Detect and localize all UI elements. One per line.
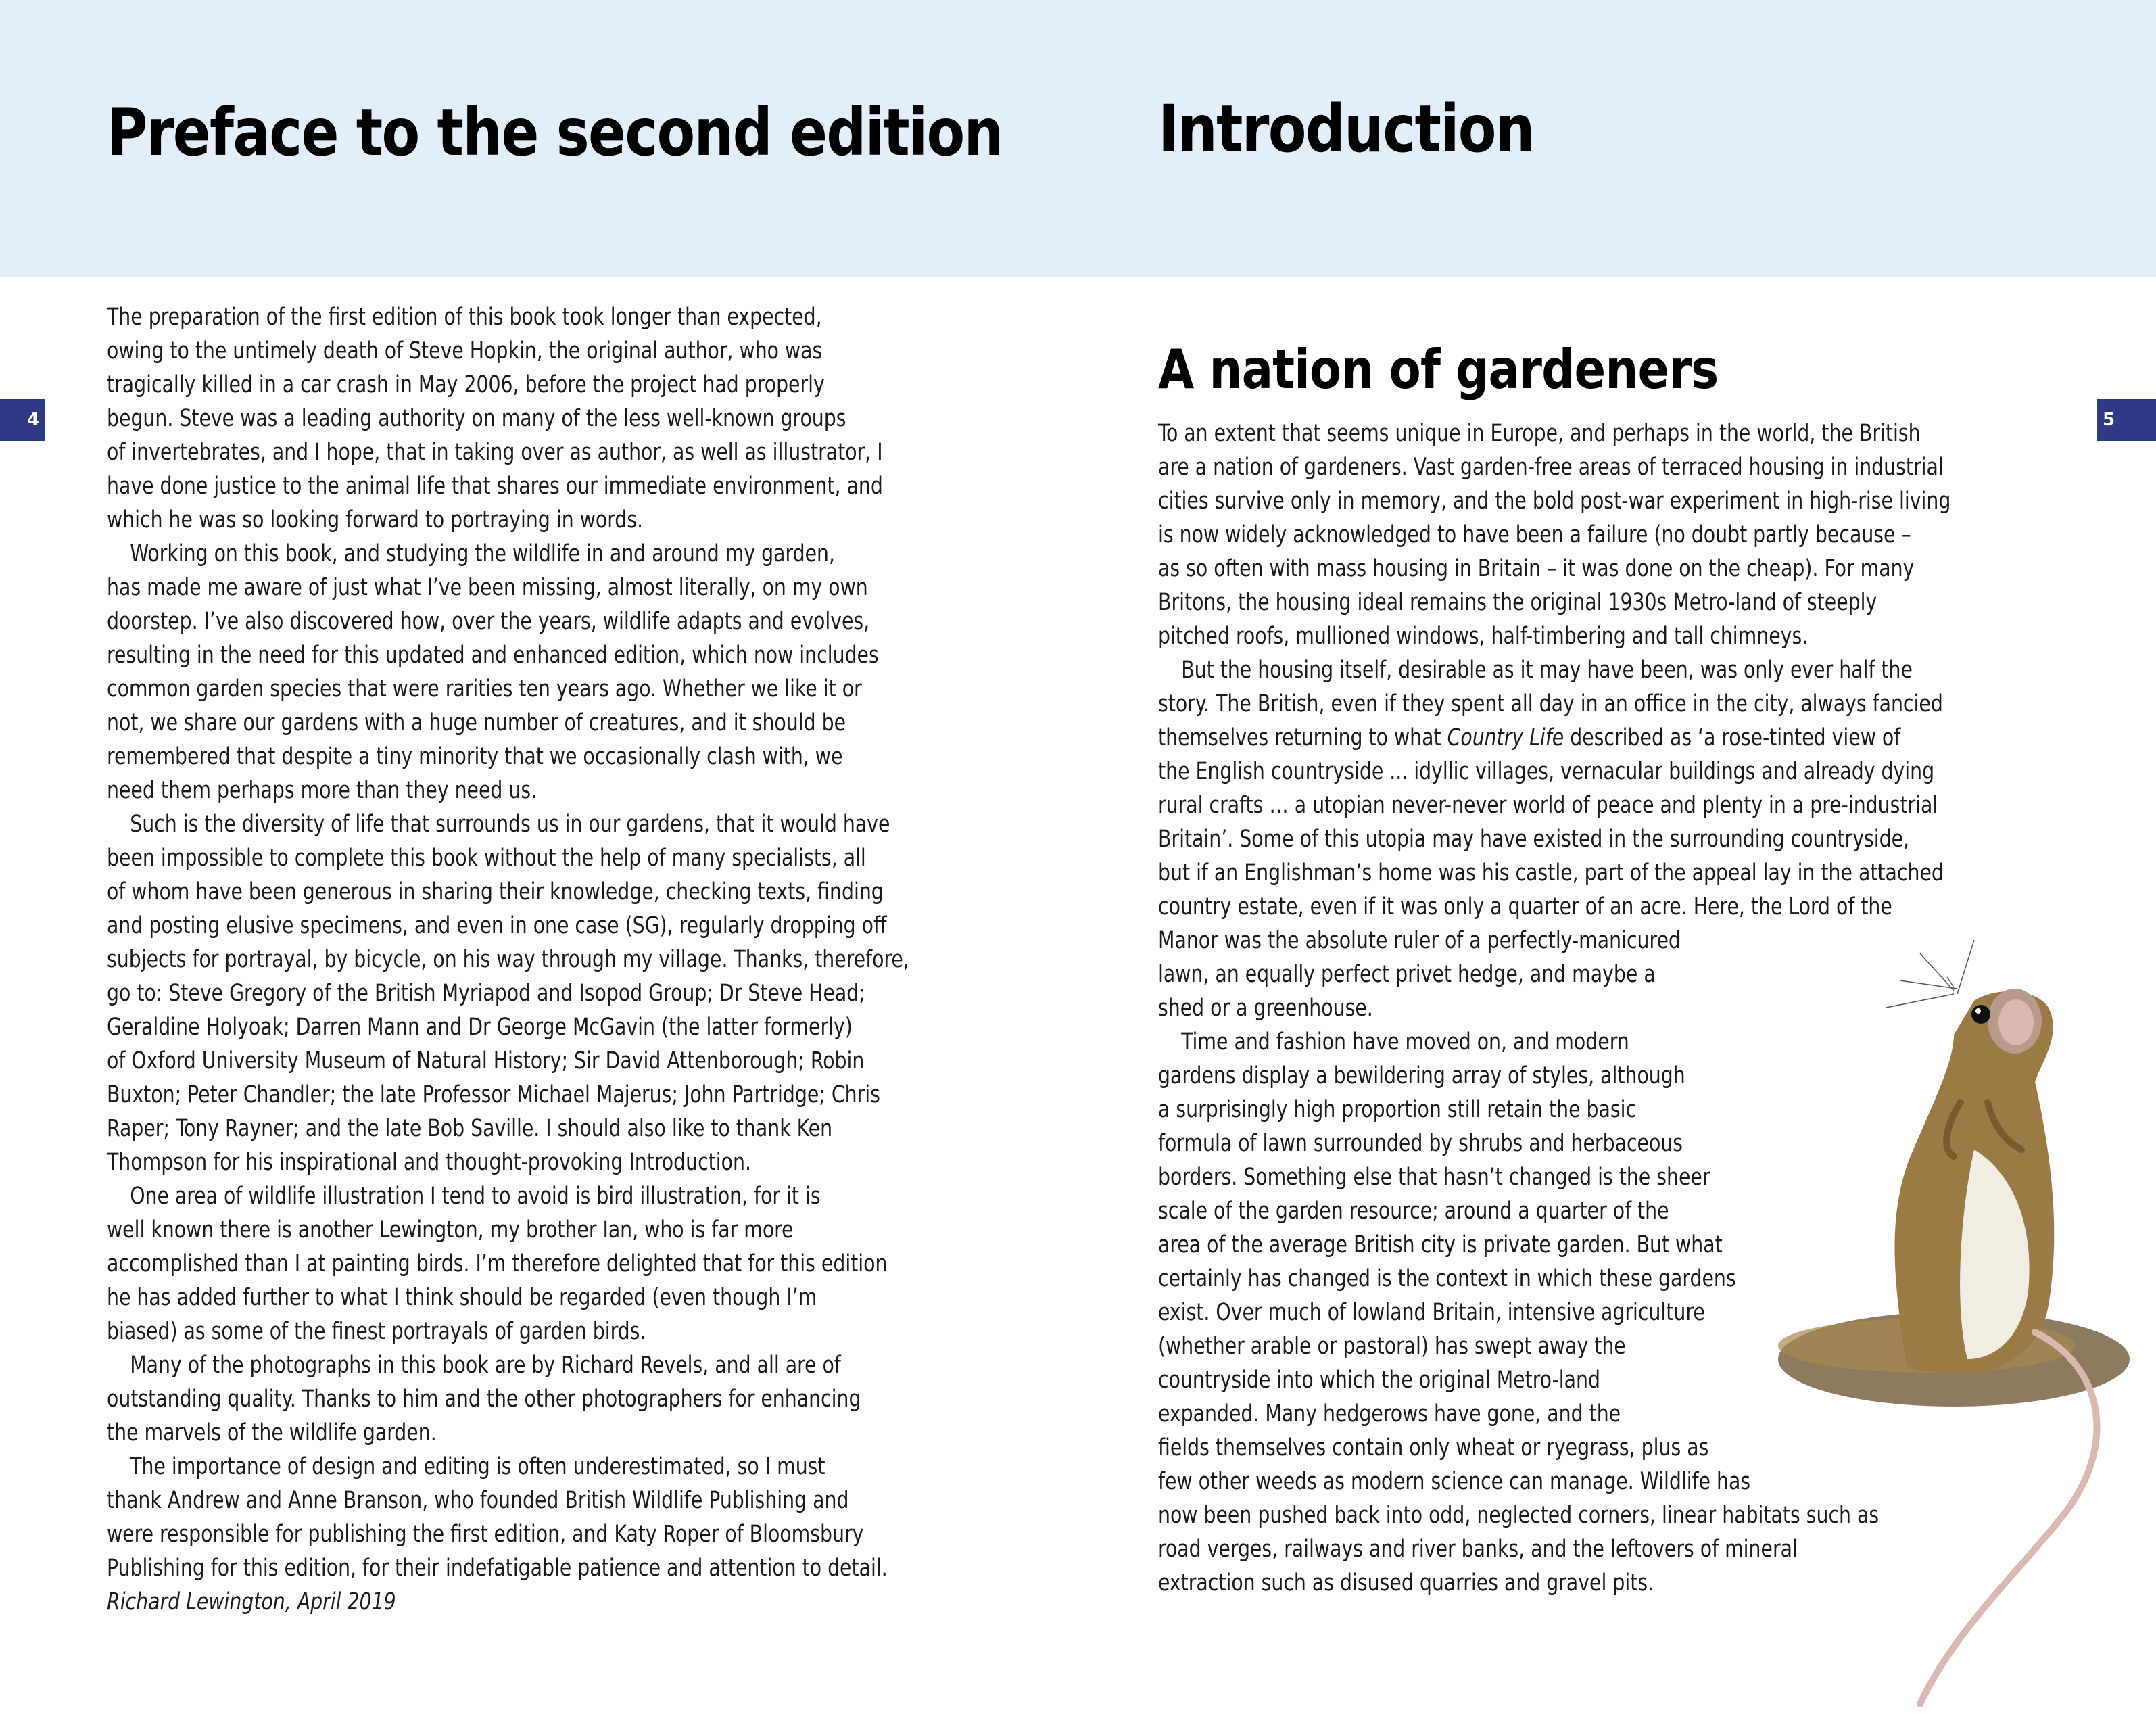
text-line: But the housing itself, desirable as it may have been, was only ever half the: [1181, 657, 1913, 684]
text-line: and posting elusive specimens, and even in one case (SG), regularly dropping off: [107, 912, 887, 939]
text-line: The preparation of the first edition of this book took longer than expected,: [107, 304, 822, 331]
text-line: Geraldine Holyoak; Darren Mann and Dr George McGavin (the latter formerly): [107, 1014, 853, 1041]
text-line: formula of lawn surrounded by shrubs and herbaceous: [1158, 1130, 1683, 1157]
text-line: has made me aware of just what I’ve been missing, almost literally, on my own: [107, 574, 868, 601]
text-line: been impossible to complete this book without the help of many specialists, all: [107, 845, 866, 872]
text-line: gardens display a bewildering array of styles, although: [1158, 1062, 1685, 1089]
text-line: not, we share our gardens with a huge number of creatures, and it should be: [107, 709, 846, 736]
text-line: extraction such as disused quarries and gravel pits.: [1158, 1569, 1654, 1597]
text-line: country estate, even if it was only a quarter of an acre. Here, the Lord of the: [1158, 893, 1892, 920]
text-line: tragically killed in a car crash in May 2006, before the project had properly: [107, 371, 825, 398]
text-line: To an extent that seems unique in Europe, and perhaps in the world, the British: [1158, 420, 1921, 447]
text-line: are a nation of gardeners. Vast garden-free areas of terraced housing in industrial: [1158, 454, 1944, 481]
text-line: but if an Englishman’s home was his castle, part of the appeal lay in the attached: [1158, 859, 1944, 887]
text-line: [1158, 721, 1950, 755]
text-line: scale of the garden resource; around a quarter of the: [1158, 1198, 1669, 1225]
text-line: cities survive only in memory, and the bold post-war experiment in high-rise living: [1158, 488, 1951, 515]
text-line: Thompson for his inspirational and thought-provoking Introduction.: [107, 1149, 751, 1176]
text-line: accomplished than I at painting birds. I’m therefore delighted that for this edition: [107, 1250, 888, 1277]
text-line: were responsible for publishing the first edition, and Katy Roper of Bloomsbury: [107, 1521, 864, 1548]
text-line: Many of the photographs in this book are by Richard Revels, and all are of: [130, 1352, 841, 1379]
italic-title: Country Life: [1447, 724, 1564, 751]
text-line: biased) as some of the finest portrayals of garden birds.: [107, 1318, 646, 1345]
text-line: pitched roofs, mullioned windows, half-timbering and tall chimneys.: [1158, 623, 1808, 650]
text-line: resulting in the need for this updated and enhanced edition, which now includes: [107, 642, 879, 669]
text-line: Working on this book, and studying the wildlife in and around my garden,: [130, 540, 835, 567]
text-line: (whether arable or pastoral) has swept away the: [1158, 1333, 1626, 1360]
text-line: doorstep. I’ve also discovered how, over the years, wildlife adapts and evolves,: [107, 608, 870, 635]
text-line: area of the average British city is private garden. But what: [1158, 1231, 1723, 1258]
text-line: thank Andrew and Anne Branson, who founded British Wildlife Publishing and: [107, 1487, 849, 1514]
text-line: Time and fashion have moved on, and modern: [1181, 1029, 1629, 1056]
signature: Richard Lewington, April 2019: [107, 1588, 396, 1615]
text-line: The importance of design and editing is often underestimated, so I must: [130, 1453, 825, 1480]
text-line: One area of wildlife illustration I tend to avoid is bird illustration, for it is: [130, 1183, 821, 1210]
page-number-left: 4: [0, 399, 45, 441]
text-line: have done justice to the animal life that shares our immediate environment, and: [107, 473, 883, 500]
text-line: remembered that despite a tiny minority that we occasionally clash with, we: [107, 743, 843, 770]
text-line: begun. Steve was a leading authority on many of the less well-known groups: [107, 405, 846, 432]
text-line: road verges, railways and river banks, and the leftovers of mineral: [1158, 1536, 1798, 1563]
text-line: countryside into which the original Metro-land: [1158, 1367, 1601, 1394]
text-line: need them perhaps more than they need us.: [107, 777, 537, 804]
text-line: of invertebrates, and I hope, that in taking over as author, as well as illustrator, I: [107, 439, 883, 466]
text-line: certainly has changed is the context in which these gardens: [1158, 1265, 1736, 1292]
text-line: the English countryside ... idyllic villages, vernacular buildings and already dying: [1158, 758, 1935, 785]
text-line: go to: Steve Gregory of the British Myriapod and Isopod Group; Dr Steve Head;: [107, 980, 865, 1007]
text-line: of Oxford University Museum of Natural History; Sir David Attenborough; Robin: [107, 1047, 865, 1074]
text-line: outstanding quality. Thanks to him and the other photographers for enhancing: [107, 1386, 861, 1413]
text-line: Britain’. Some of this utopia may have existed in the surrounding countryside,: [1158, 826, 1910, 853]
text-line: common garden species that were rarities ten years ago. Whether we like it or: [107, 676, 862, 703]
text-line: owing to the untimely death of Steve Hopkin, the original author, who was: [107, 337, 823, 364]
text-line: lawn, an equally perfect privet hedge, and maybe a: [1158, 961, 1656, 988]
text-line: he has added further to what I think should be regarded (even though I’m: [107, 1284, 817, 1311]
text-line: expanded. Many hedgerows have gone, and the: [1158, 1400, 1621, 1427]
section-heading: A nation of gardeners: [1158, 338, 1719, 401]
text-span: themselves returning to what: [1158, 724, 1447, 751]
text-line: Raper; Tony Rayner; and the late Bob Saville. I should also like to thank Ken: [107, 1115, 833, 1142]
text-line: well known there is another Lewington, my brother Ian, who is far more: [107, 1216, 794, 1244]
text-line: now been pushed back into odd, neglected corners, linear habitats such as: [1158, 1502, 1879, 1529]
text-line: shed or a greenhouse.: [1158, 995, 1373, 1022]
text-line: is now widely acknowledged to have been a failure (no doubt partly because –: [1158, 521, 1911, 548]
text-line: fields themselves contain only wheat or ryegrass, plus as: [1158, 1434, 1709, 1461]
text-line: Such is the diversity of life that surrounds us in our gardens, that it would have: [130, 811, 890, 838]
text-line: a surprisingly high proportion still retain the basic: [1158, 1096, 1637, 1123]
text-line: of whom have been generous in sharing their knowledge, checking texts, finding: [107, 878, 884, 905]
text-line: borders. Something else that hasn’t changed is the sheer: [1158, 1164, 1710, 1191]
text-line: Manor was the absolute ruler of a perfectly-manicured: [1158, 927, 1681, 954]
text-line: story. The British, even if they spent all day in an office in the city, always fancied: [1158, 690, 1943, 717]
text-line: rural crafts … a utopian never-never world of peace and plenty in a pre-industrial: [1158, 792, 1938, 819]
preface-title: Preface to the second edition: [107, 95, 1003, 170]
text-line: the marvels of the wildlife garden.: [107, 1419, 437, 1446]
page-number-right: 5: [2097, 399, 2156, 441]
text-line: Publishing for this edition, for their indefatigable patience and attention to detail.: [107, 1555, 888, 1582]
wood-mouse-illustration: [1751, 926, 2130, 1711]
introduction-title: Introduction: [1158, 91, 1534, 167]
text-span: described as ‘a rose-tinted view of: [1564, 724, 1901, 751]
text-line: few other weeds as modern science can manage. Wildlife has: [1158, 1468, 1751, 1495]
text-line: exist. Over much of lowland Britain, intensive agriculture: [1158, 1299, 1705, 1326]
text-line: Britons, the housing ideal remains the original 1930s Metro-land of steeply: [1158, 589, 1877, 616]
text-line: which he was so looking forward to portraying in words.: [107, 506, 644, 534]
text-line: as so often with mass housing in Britain – it was done on the cheap). For many: [1158, 555, 1915, 582]
text-line: subjects for portrayal, by bicycle, on his way through my village. Thanks, therefore,: [107, 946, 909, 973]
preface-body: [107, 300, 999, 1619]
text-line: Buxton; Peter Chandler; the late Professor Michael Majerus; John Partridge; Chris: [107, 1081, 880, 1108]
